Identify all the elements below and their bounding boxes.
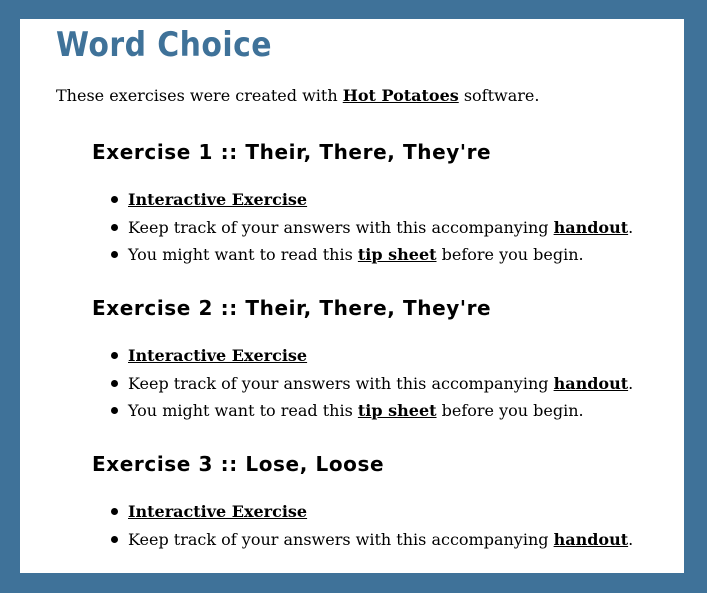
list-item [128, 498, 633, 526]
bullet-icon [111, 407, 118, 414]
intro-prefix: These exercises were created with [56, 86, 343, 105]
list-item [128, 370, 633, 398]
handout-prefix: Keep track of your answers with this accompanying [128, 529, 554, 549]
tip-suffix: before you begin. [436, 245, 584, 264]
intro-text [56, 86, 539, 105]
handout-prefix: Keep track of your answers with this accompanying [128, 373, 554, 393]
exercise-2-tip-sheet-link[interactable]: tip sheet [357, 401, 437, 420]
content-panel [20, 19, 684, 573]
bullet-icon [111, 224, 118, 231]
list-item [128, 214, 633, 242]
exercise-1-tip-sheet-link[interactable]: tip sheet [357, 245, 437, 264]
exercise-1-interactive-link[interactable]: Interactive Exercise [128, 190, 308, 209]
exercise-2-handout-link[interactable]: handout [553, 373, 629, 393]
exercise-3-list [20, 498, 633, 553]
page-title: Word Choice [56, 25, 273, 65]
tip-prefix: You might want to read this [128, 245, 358, 264]
handout-prefix: Keep track of your answers with this accompanying [128, 217, 554, 237]
bullet-icon [111, 196, 118, 203]
bullet-icon [111, 508, 118, 515]
tip-suffix: before you begin. [436, 401, 584, 420]
tip-prefix: You might want to read this [128, 401, 358, 420]
exercise-1-list [20, 186, 633, 269]
list-item [128, 241, 633, 269]
list-item [128, 397, 633, 425]
exercise-1-title: Exercise 1 :: Their, There, They're [92, 140, 492, 164]
list-item [128, 186, 633, 214]
exercise-2-title: Exercise 2 :: Their, There, They're [92, 296, 492, 320]
list-item [128, 342, 633, 370]
handout-suffix: . [628, 529, 634, 549]
bullet-icon [111, 380, 118, 387]
bullet-icon [111, 352, 118, 359]
hot-potatoes-link[interactable]: Hot Potatoes [342, 86, 459, 105]
exercise-3-title: Exercise 3 :: Lose, Loose [92, 452, 385, 476]
exercise-2-list [20, 342, 633, 425]
bullet-icon [111, 536, 118, 543]
bullet-icon [111, 251, 118, 258]
handout-suffix: . [628, 373, 634, 393]
list-item [128, 526, 633, 554]
handout-suffix: . [628, 217, 634, 237]
exercise-2-interactive-link[interactable]: Interactive Exercise [128, 346, 308, 365]
exercise-1-handout-link[interactable]: handout [553, 217, 629, 237]
exercise-3-interactive-link[interactable]: Interactive Exercise [128, 502, 308, 521]
exercise-3-handout-link[interactable]: handout [553, 529, 629, 549]
intro-suffix: software. [458, 86, 540, 105]
